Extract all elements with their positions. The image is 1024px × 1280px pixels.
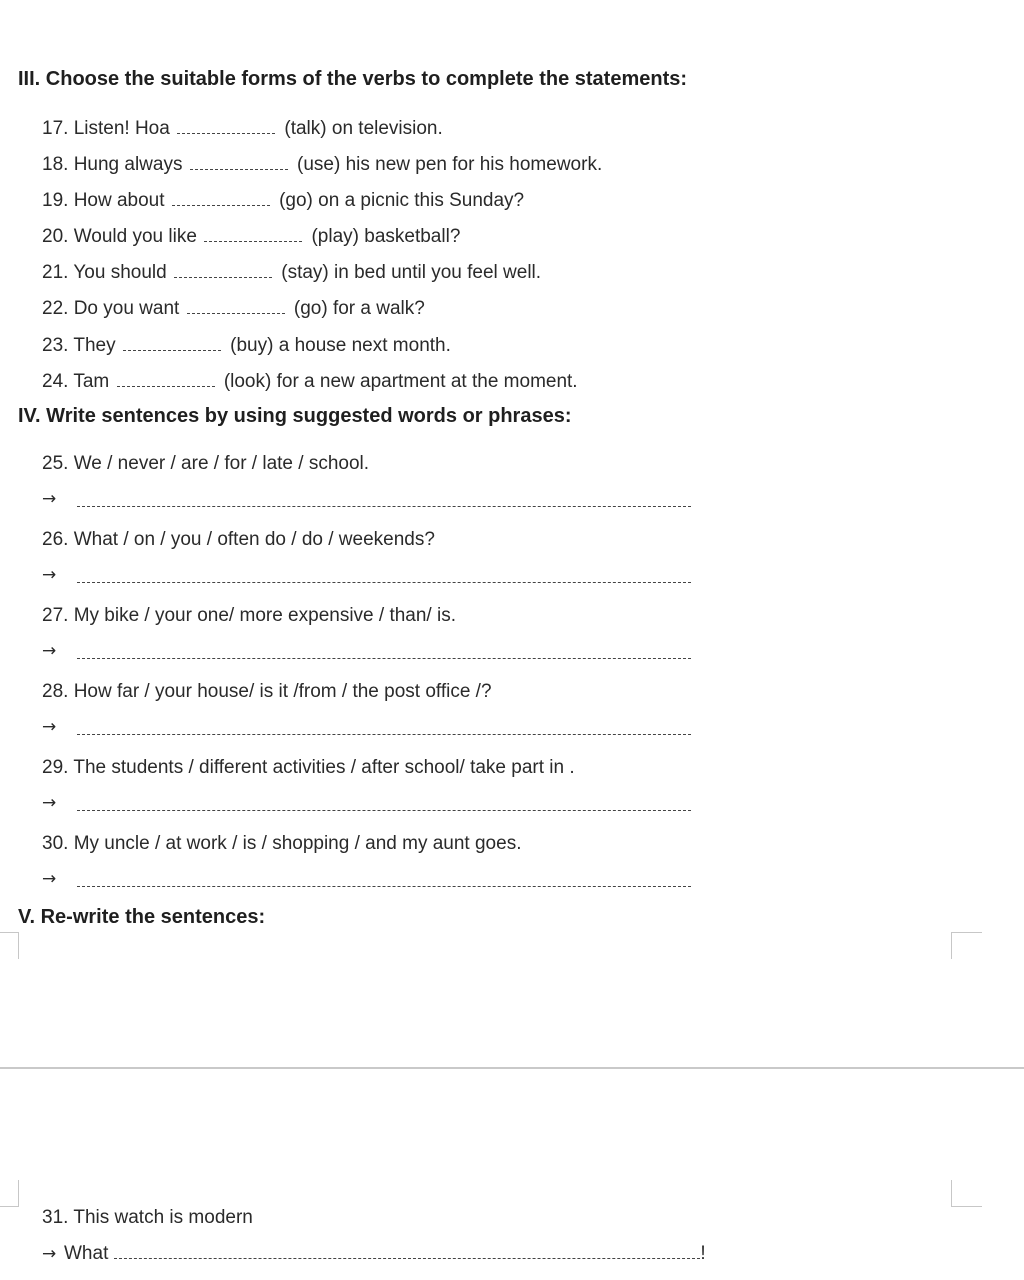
exercise-item-30: 30. My uncle / at work / is / shopping / and my aunt goes. (42, 833, 522, 854)
exercise-item-21 (42, 261, 541, 285)
section-3-heading: III. Choose the suitable forms of the verbs to complete the statements: (18, 68, 688, 90)
exercise-item-29: 29. The students / different activities / after school/ take part in . (42, 757, 575, 778)
exercise-item-22 (42, 297, 425, 321)
answer-line-29 (42, 791, 64, 815)
answer-line-31 (42, 1242, 706, 1266)
answer-blank-26[interactable] (77, 582, 691, 583)
answer-blank[interactable] (117, 371, 215, 387)
item-prompt: 20. Would you like (42, 226, 197, 247)
arrow-icon: → (42, 717, 57, 737)
item-prompt: 23. They (42, 335, 116, 356)
item-verb-hint: (talk) on television. (284, 118, 443, 139)
answer-blank[interactable] (174, 262, 272, 278)
arrow-icon: → (42, 641, 57, 661)
answer-blank[interactable] (190, 154, 288, 170)
answer-line-28 (42, 715, 64, 739)
answer-line-25 (42, 487, 64, 511)
exercise-item-17 (42, 117, 443, 141)
answer-blank-27[interactable] (77, 658, 691, 659)
item-verb-hint: (buy) a house next month. (230, 335, 451, 356)
item-prompt: 17. Listen! Hoa (42, 118, 170, 139)
crop-mark-top-right (951, 932, 982, 959)
item-verb-hint: (use) his new pen for his homework. (297, 154, 603, 175)
section-5-heading: V. Re-write the sentences: (18, 906, 266, 928)
exercise-item-25: 25. We / never / are / for / late / school. (42, 453, 370, 474)
answer-blank-25[interactable] (77, 506, 691, 507)
arrow-icon: → (42, 1244, 57, 1264)
answer-suffix: ! (700, 1243, 706, 1264)
arrow-icon: → (42, 565, 57, 585)
arrow-icon: → (42, 793, 57, 813)
arrow-icon: → (42, 489, 57, 509)
item-prompt: 21. You should (42, 262, 167, 283)
answer-blank-30[interactable] (77, 886, 691, 887)
item-prompt: 24. Tam (42, 371, 110, 392)
crop-mark-bottom-right (951, 1180, 982, 1207)
item-verb-hint: (go) on a picnic this Sunday? (279, 190, 525, 211)
item-prompt: 18. Hung always (42, 154, 183, 175)
item-prompt: 19. How about (42, 190, 165, 211)
item-prompt: 22. Do you want (42, 298, 180, 319)
answer-blank[interactable] (204, 226, 302, 242)
exercise-item-18 (42, 153, 602, 177)
item-verb-hint: (play) basketball? (311, 226, 461, 247)
exercise-item-26: 26. What / on / you / often do / do / weekends? (42, 529, 435, 550)
exercise-item-19 (42, 189, 524, 213)
exercise-item-28: 28. How far / your house/ is it /from / the post office /? (42, 681, 492, 702)
page-break-divider (0, 1067, 1024, 1069)
exercise-item-24 (42, 370, 578, 394)
exercise-item-27: 27. My bike / your one/ more expensive / than/ is. (42, 605, 456, 626)
arrow-icon: → (42, 869, 57, 889)
answer-line-30 (42, 867, 64, 891)
item-verb-hint: (stay) in bed until you feel well. (281, 262, 542, 283)
answer-prefix: What (64, 1243, 109, 1264)
answer-blank-29[interactable] (77, 810, 691, 811)
item-verb-hint: (go) for a walk? (293, 298, 425, 319)
answer-line-27 (42, 639, 64, 663)
answer-blank[interactable] (172, 190, 270, 206)
answer-blank[interactable] (187, 298, 285, 314)
crop-mark-bottom-left (0, 1180, 19, 1207)
answer-blank[interactable] (177, 118, 275, 134)
item-verb-hint: (look) for a new apartment at the moment. (223, 371, 578, 392)
section-4-heading: IV. Write sentences by using suggested words or phrases: (18, 405, 572, 427)
answer-line-26 (42, 563, 64, 587)
exercise-item-23 (42, 334, 451, 358)
answer-blank-28[interactable] (77, 734, 691, 735)
exercise-item-31: 31. This watch is modern (42, 1207, 253, 1228)
answer-blank-31[interactable] (114, 1243, 700, 1259)
exercise-item-20 (42, 225, 460, 249)
crop-mark-top-left (0, 932, 19, 959)
answer-blank[interactable] (123, 335, 221, 351)
